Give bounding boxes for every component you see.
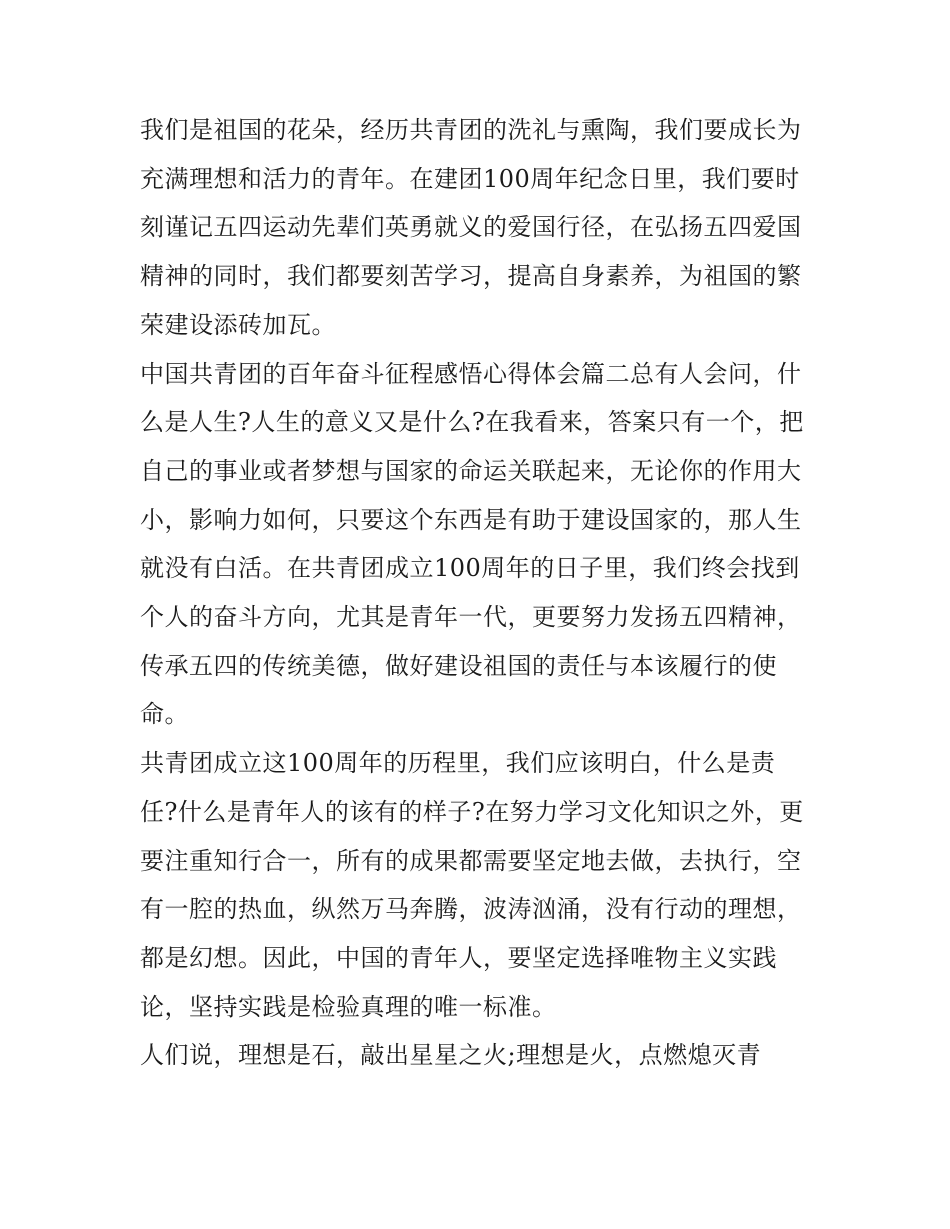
text-line: 都是幻想。因此，中国的青年人，要坚定选择唯物主义实践 (140, 943, 777, 972)
text-line: 荣建设添砖加瓦。 (140, 310, 336, 339)
text-line: 人们说，理想是石，敲出星星之火;理想是火，点燃熄灭青 (140, 1041, 762, 1070)
text-line: 共青团成立这100周年的历程里，我们应该明白，什么是责 (140, 749, 776, 778)
text-line: 自己的事业或者梦想与国家的命运关联起来，无论你的作用大 (140, 456, 802, 485)
text-line: 小，影响力如何，只要这个东西是有助于建设国家的，那人生 (140, 505, 802, 534)
text-line: 命。 (140, 700, 189, 729)
text-line: 中国共青团的百年奋斗征程感悟心得体会篇二总有人会问，什 (140, 359, 802, 388)
text-line: 有一腔的热血，纵然万马奔腾，波涛汹涌，没有行动的理想， (140, 895, 802, 924)
text-line: 充满理想和活力的青年。在建团100周年纪念日里，我们要时 (140, 164, 800, 193)
text-line: 么是人生?人生的意义又是什么?在我看来，答案只有一个，把 (140, 408, 804, 437)
paragraph-3 (140, 739, 820, 1031)
paragraph-4 (140, 1031, 820, 1080)
paragraph-2 (140, 350, 820, 740)
paragraph-1 (140, 106, 820, 350)
text-line: 就没有白活。在共青团成立100周年的日子里，我们终会找到 (140, 554, 800, 583)
text-line: 我们是祖国的花朵，经历共青团的洗礼与熏陶，我们要成长为 (140, 116, 802, 144)
text-line: 传承五四的传统美德，做好建设祖国的责任与本该履行的使 (140, 651, 777, 680)
text-line: 论，坚持实践是检验真理的唯一标准。 (140, 992, 557, 1021)
text-line: 要注重知行合一，所有的成果都需要坚定地去做，去执行，空 (140, 846, 802, 875)
document-body (140, 106, 820, 1080)
text-line: 个人的奋斗方向，尤其是青年一代，更要努力发扬五四精神， (140, 603, 802, 632)
text-line: 精神的同时，我们都要刻苦学习，提高自身素养，为祖国的繁 (140, 262, 802, 291)
text-line: 刻谨记五四运动先辈们英勇就义的爱国行径，在弘扬五四爱国 (140, 213, 802, 242)
text-line: 任?什么是青年人的该有的样子?在努力学习文化知识之外，更 (140, 797, 804, 826)
